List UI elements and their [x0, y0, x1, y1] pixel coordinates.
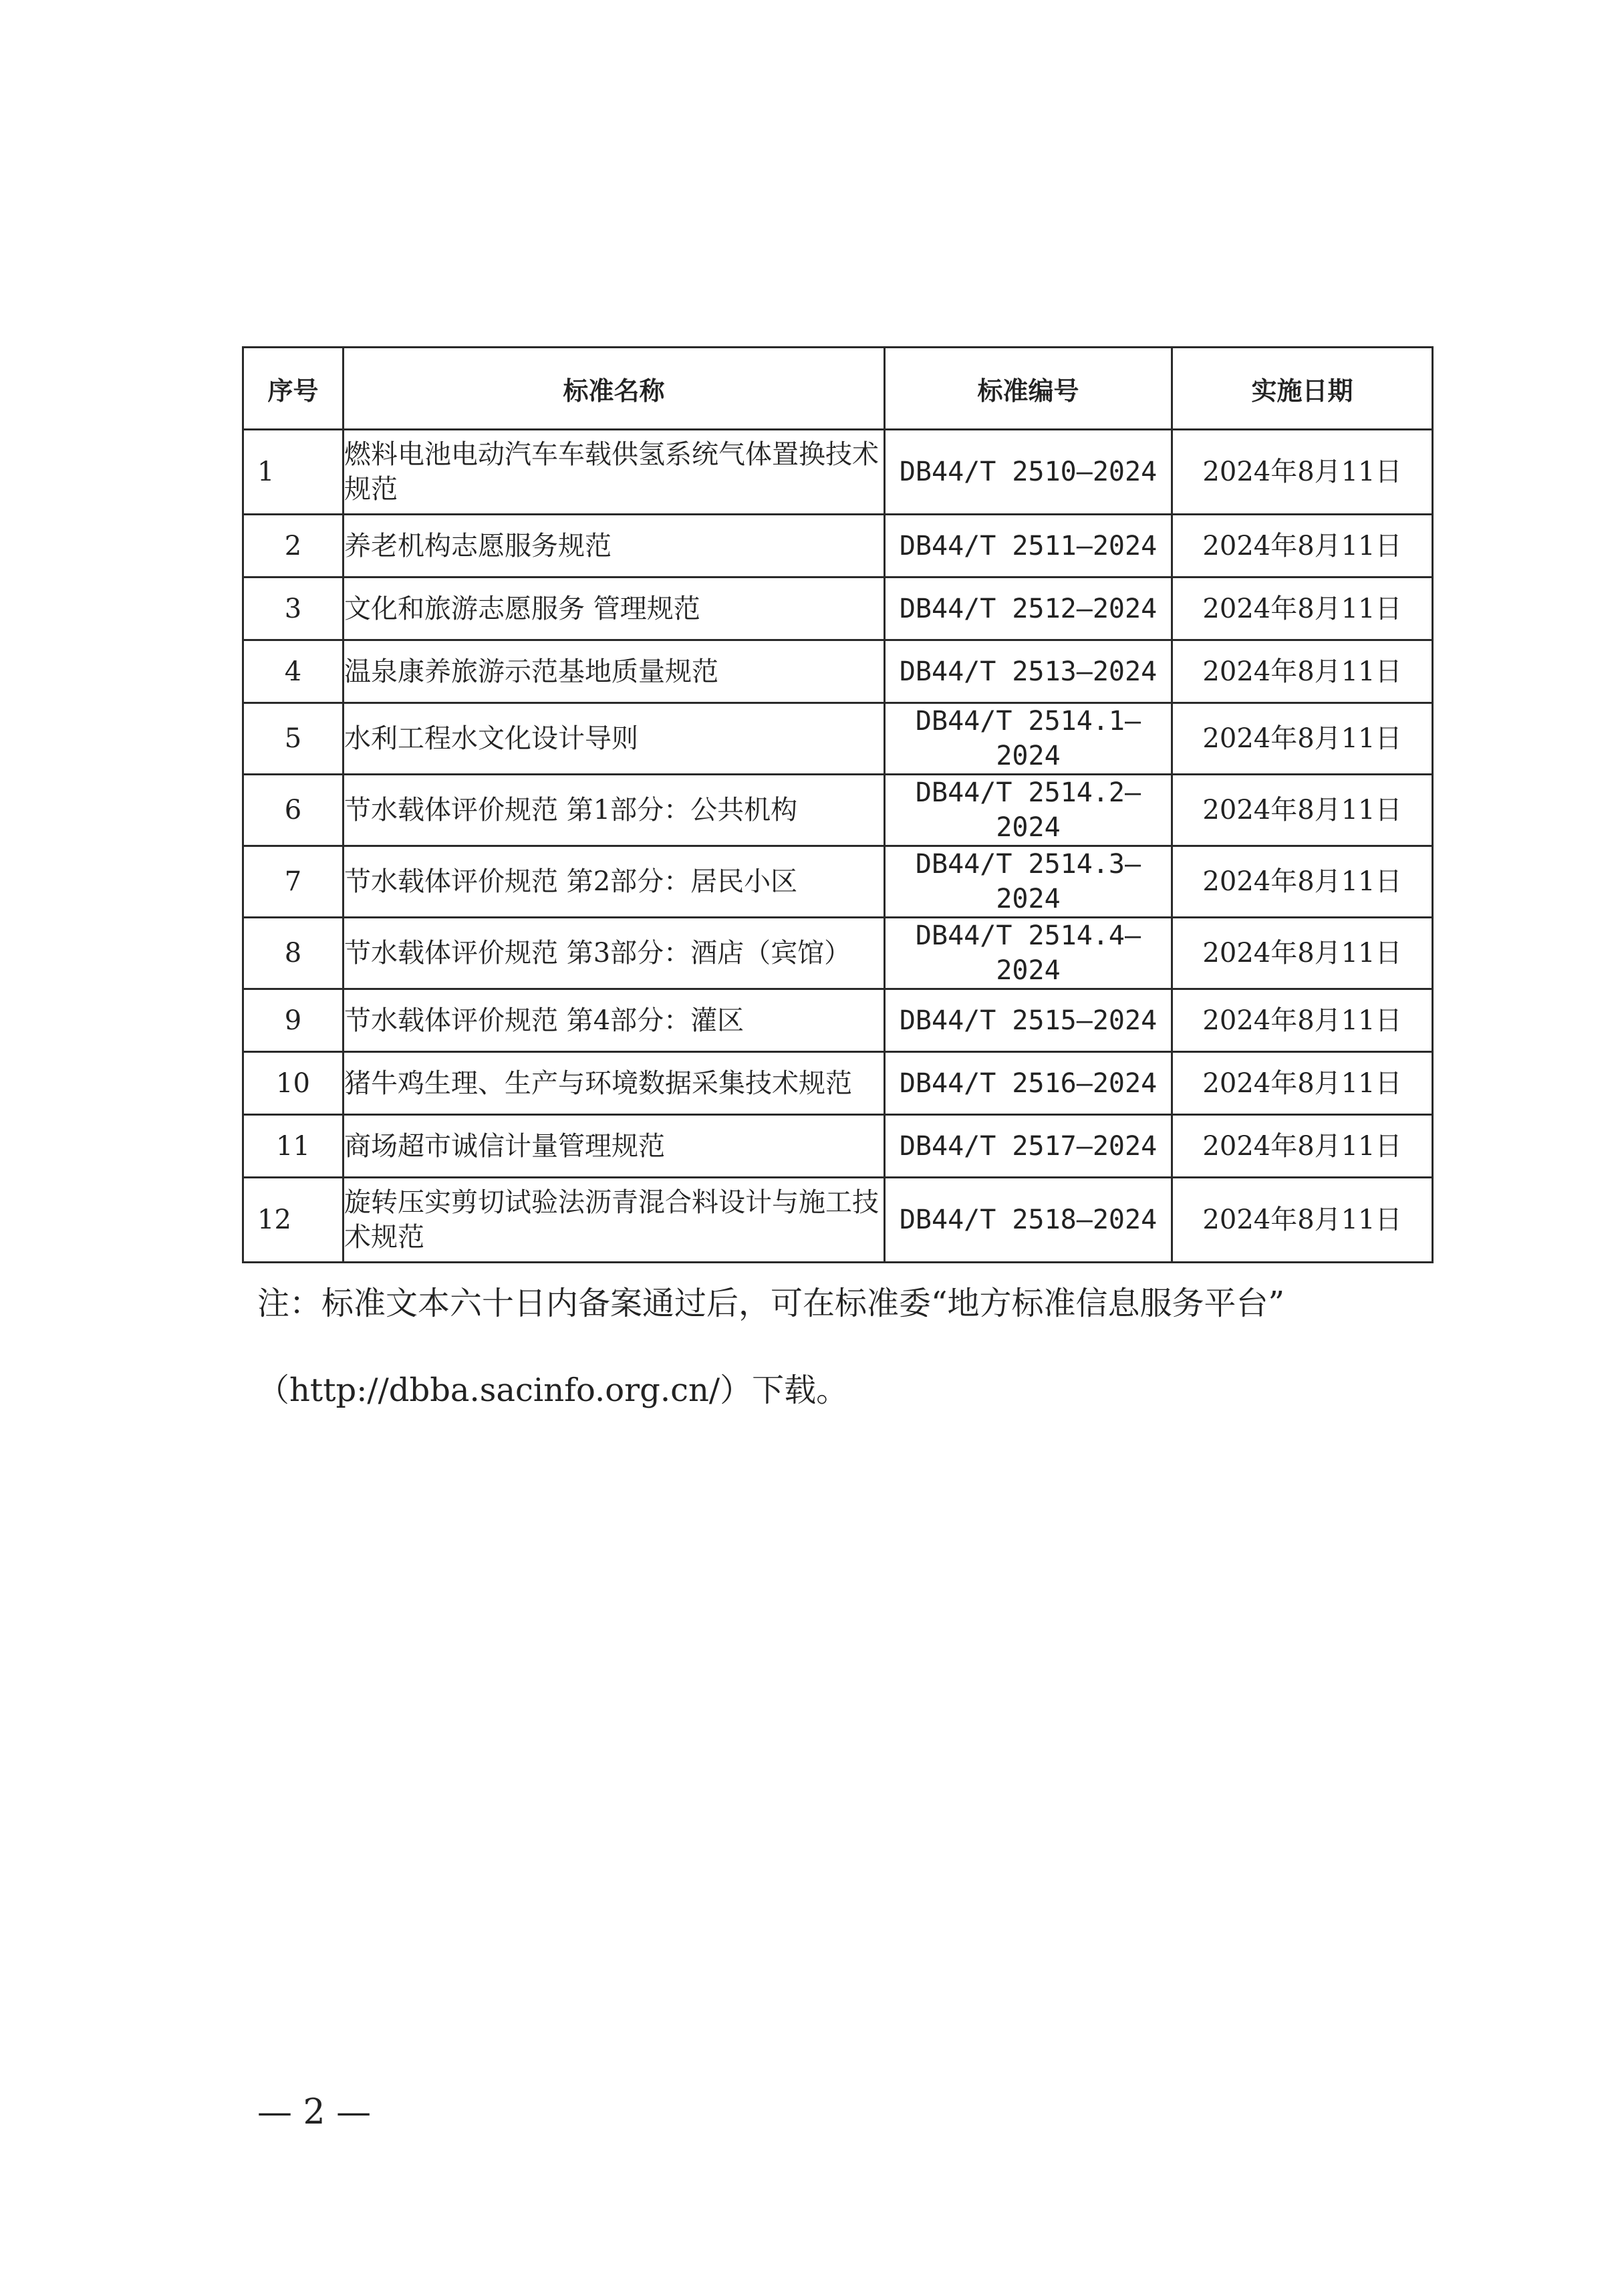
table-row [243, 703, 1433, 775]
cell-code: DB44/T 2514.3—2024 [885, 846, 1172, 918]
cell-name: 文化和旅游志愿服务 管理规范 [344, 578, 885, 640]
cell-date: 2024年8月11日 [1172, 775, 1433, 846]
note-text: 注：标准文本六十日内备案通过后，可在标准委“地方标准信息服务平台” [257, 1285, 1285, 1322]
cell-name: 温泉康养旅游示范基地质量规范 [344, 640, 885, 703]
cell-date: 2024年8月11日 [1172, 640, 1433, 703]
cell-code: DB44/T 2516—2024 [885, 1052, 1172, 1115]
table-header-row [243, 348, 1433, 430]
header-seq: 序号 [243, 348, 344, 430]
cell-date: 2024年8月11日 [1172, 578, 1433, 640]
table-row [243, 775, 1433, 846]
cell-code: DB44/T 2517—2024 [885, 1115, 1172, 1178]
table-row [243, 989, 1433, 1052]
table-row [243, 430, 1433, 515]
cell-date: 2024年8月11日 [1172, 846, 1433, 918]
cell-seq: 4 [243, 640, 344, 703]
table-row [243, 640, 1433, 703]
cell-seq: 3 [243, 578, 344, 640]
cell-name: 养老机构志愿服务规范 [344, 515, 885, 578]
cell-date: 2024年8月11日 [1172, 989, 1433, 1052]
cell-code: DB44/T 2515—2024 [885, 989, 1172, 1052]
cell-name: 节水载体评价规范 第4部分：灌区 [344, 989, 885, 1052]
cell-date: 2024年8月11日 [1172, 1115, 1433, 1178]
cell-seq: 8 [243, 918, 344, 989]
cell-code: DB44/T 2512—2024 [885, 578, 1172, 640]
header-code: 标准编号 [885, 348, 1172, 430]
cell-code: DB44/T 2514.1—2024 [885, 703, 1172, 775]
cell-name: 猪牛鸡生理、生产与环境数据采集技术规范 [344, 1052, 885, 1115]
cell-name: 商场超市诚信计量管理规范 [344, 1115, 885, 1178]
table-row [243, 515, 1433, 578]
cell-seq: 7 [243, 846, 344, 918]
cell-date: 2024年8月11日 [1172, 430, 1433, 515]
cell-code: DB44/T 2514.4—2024 [885, 918, 1172, 989]
table-row [243, 1115, 1433, 1178]
cell-seq: 9 [243, 989, 344, 1052]
cell-seq: 6 [243, 775, 344, 846]
standards-table [242, 346, 1434, 1263]
cell-date: 2024年8月11日 [1172, 515, 1433, 578]
table-row [243, 1052, 1433, 1115]
note-url-line: （http://dbba.sacinfo.org.cn/）下载。 [257, 1372, 849, 1409]
table-row [243, 918, 1433, 989]
cell-date: 2024年8月11日 [1172, 703, 1433, 775]
cell-seq: 10 [243, 1052, 344, 1115]
cell-name: 水利工程水文化设计导则 [344, 703, 885, 775]
table-row [243, 846, 1433, 918]
cell-seq: 5 [243, 703, 344, 775]
cell-name: 旋转压实剪切试验法沥青混合料设计与施工技术规范 [344, 1178, 885, 1263]
cell-name: 节水载体评价规范 第1部分：公共机构 [344, 775, 885, 846]
cell-name: 燃料电池电动汽车车载供氢系统气体置换技术规范 [344, 430, 885, 515]
cell-code: DB44/T 2518—2024 [885, 1178, 1172, 1263]
cell-date: 2024年8月11日 [1172, 918, 1433, 989]
cell-seq: 1 [243, 430, 344, 515]
header-name: 标准名称 [344, 348, 885, 430]
cell-date: 2024年8月11日 [1172, 1052, 1433, 1115]
cell-date: 2024年8月11日 [1172, 1178, 1433, 1263]
cell-code: DB44/T 2511—2024 [885, 515, 1172, 578]
cell-name: 节水载体评价规范 第3部分：酒店（宾馆） [344, 918, 885, 989]
cell-seq: 2 [243, 515, 344, 578]
header-date: 实施日期 [1172, 348, 1433, 430]
cell-code: DB44/T 2510—2024 [885, 430, 1172, 515]
cell-name: 节水载体评价规范 第2部分：居民小区 [344, 846, 885, 918]
table-row [243, 1178, 1433, 1263]
cell-code: DB44/T 2514.2—2024 [885, 775, 1172, 846]
page-number: — 2 — [257, 2092, 372, 2132]
cell-seq: 12 [243, 1178, 344, 1263]
cell-code: DB44/T 2513—2024 [885, 640, 1172, 703]
table-row [243, 578, 1433, 640]
cell-seq: 11 [243, 1115, 344, 1178]
